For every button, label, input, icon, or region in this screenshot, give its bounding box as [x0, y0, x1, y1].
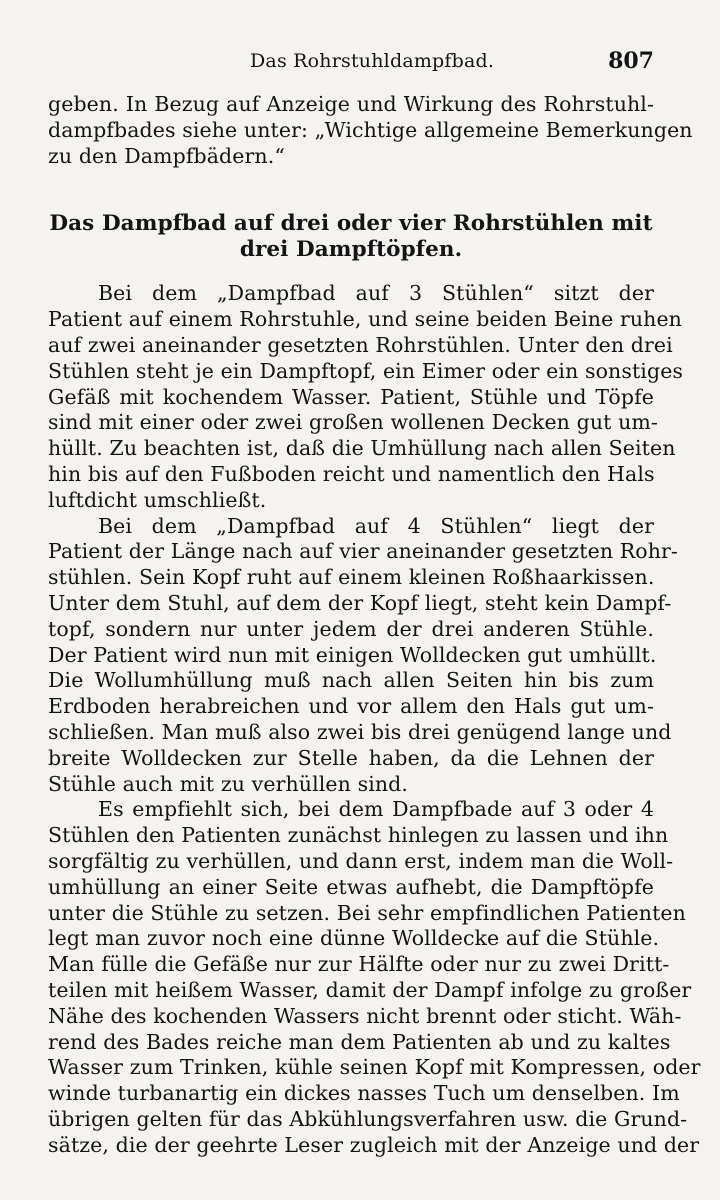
text-line: sind mit einer oder zwei großen wollenen Decken gut um- [48, 410, 658, 435]
text-line: sorgfältig zu verhüllen, und dann erst, indem man die Woll- [48, 848, 674, 873]
text-line: Stühle auch mit zu verhüllen sind. [48, 771, 408, 796]
text-line: Patient der Länge nach auf vier aneinander gesetzten Rohr- [48, 539, 678, 564]
text-line: Stühlen steht je ein Dampftopf, ein Eimer oder ein sonstiges [48, 358, 684, 383]
text-line: Die Wollumhüllung muß nach allen Seiten hin bis zum [48, 668, 654, 693]
text-line: Der Patient wird nun mit einigen Wolldecken gut umhüllt. [48, 642, 657, 667]
text-line: Patient auf einem Rohrstuhle, und seine beiden Beine ruhen [48, 307, 682, 332]
text-line: Erdboden herabreichen und vor allem den Hals gut um- [48, 694, 654, 719]
section-heading [48, 211, 654, 263]
paragraph-four-chairs [48, 513, 678, 798]
text-line: topf, sondern nur unter jedem der drei anderen Stühle. [48, 616, 654, 641]
text-line: luftdicht umschließt. [48, 487, 267, 512]
running-header [48, 44, 654, 84]
text-line: übrigen gelten für das Abkühlungsverfahren usw. die Grund- [48, 1106, 688, 1131]
text-line: unter die Stühle zu setzen. Bei sehr empfindlichen Patienten [48, 900, 686, 925]
paragraph-recommendations [48, 797, 701, 1158]
text-line: winde turbanartig ein dickes nasses Tuch um denselben. Im [48, 1081, 680, 1106]
running-title: Das Rohrstuhldampfbad. [250, 50, 495, 72]
page-body [48, 92, 701, 1158]
text-line: Gefäß mit kochendem Wasser. Patient, Stühle und Töpfe [48, 384, 654, 409]
text-line: Bei dem „Dampfbad auf 3 Stühlen“ sitzt der [98, 281, 654, 306]
text-line: hüllt. Zu beachten ist, daß die Umhüllung nach allen Seiten [48, 436, 676, 461]
text-line: stühlen. Sein Kopf ruht auf einem kleinen Roßhaarkissen. [48, 565, 655, 590]
page-number: 807 [608, 48, 654, 74]
text-line: Man fülle die Gefäße nur zur Hälfte oder nur zu zwei Dritt- [48, 952, 670, 977]
text-line: auf zwei aneinander gesetzten Rohrstühlen. Unter den drei [48, 332, 673, 357]
heading-line: drei Dampftöpfen. [239, 237, 463, 263]
text-line: Nähe des kochenden Wassers nicht brennt oder sticht. Wäh- [48, 1003, 682, 1028]
text-line: schließen. Man muß also zwei bis drei genügend lange und [48, 719, 672, 744]
text-line: Wasser zum Trinken, kühle seinen Kopf mit Kompressen, oder [48, 1055, 701, 1080]
text-line: Bei dem „Dampfbad auf 4 Stühlen“ liegt der [98, 513, 654, 538]
text-line: Stühlen den Patienten zunächst hinlegen zu lassen und ihn [48, 823, 669, 848]
text-line: Unter dem Stuhl, auf dem der Kopf liegt, steht kein Dampf- [48, 590, 672, 615]
intro-paragraph [48, 92, 693, 169]
text-line: zu den Dampfbädern.“ [48, 143, 285, 168]
text-line: rend des Bades reiche man dem Patienten ab und zu kaltes [48, 1029, 671, 1054]
text-line: sätze, die der geehrte Leser zugleich mit der Anzeige und der [48, 1132, 700, 1157]
text-line: hin bis auf den Fußboden reicht und namentlich den Hals [48, 461, 655, 486]
heading-line: Das Dampfbad auf drei oder vier Rohrstühlen mit [49, 211, 653, 237]
text-line: Es empfiehlt sich, bei dem Dampfbade auf 3 oder 4 [98, 797, 654, 822]
text-line: umhüllung an einer Seite etwas aufhebt, die Dampftöpfe [48, 874, 654, 899]
text-line: breite Wolldecken zur Stelle haben, da die Lehnen der [48, 745, 654, 770]
paragraph-three-chairs [48, 281, 684, 513]
text-line: dampfbades siehe unter: „Wichtige allgemeine Bemerkungen [48, 117, 693, 142]
text-line: legt man zuvor noch eine dünne Wolldecke auf die Stühle. [48, 926, 660, 951]
text-line: geben. In Bezug auf Anzeige und Wirkung des Rohrstuhl- [48, 92, 654, 116]
text-line: teilen mit heißem Wasser, damit der Dampf infolge zu großer [48, 977, 692, 1002]
